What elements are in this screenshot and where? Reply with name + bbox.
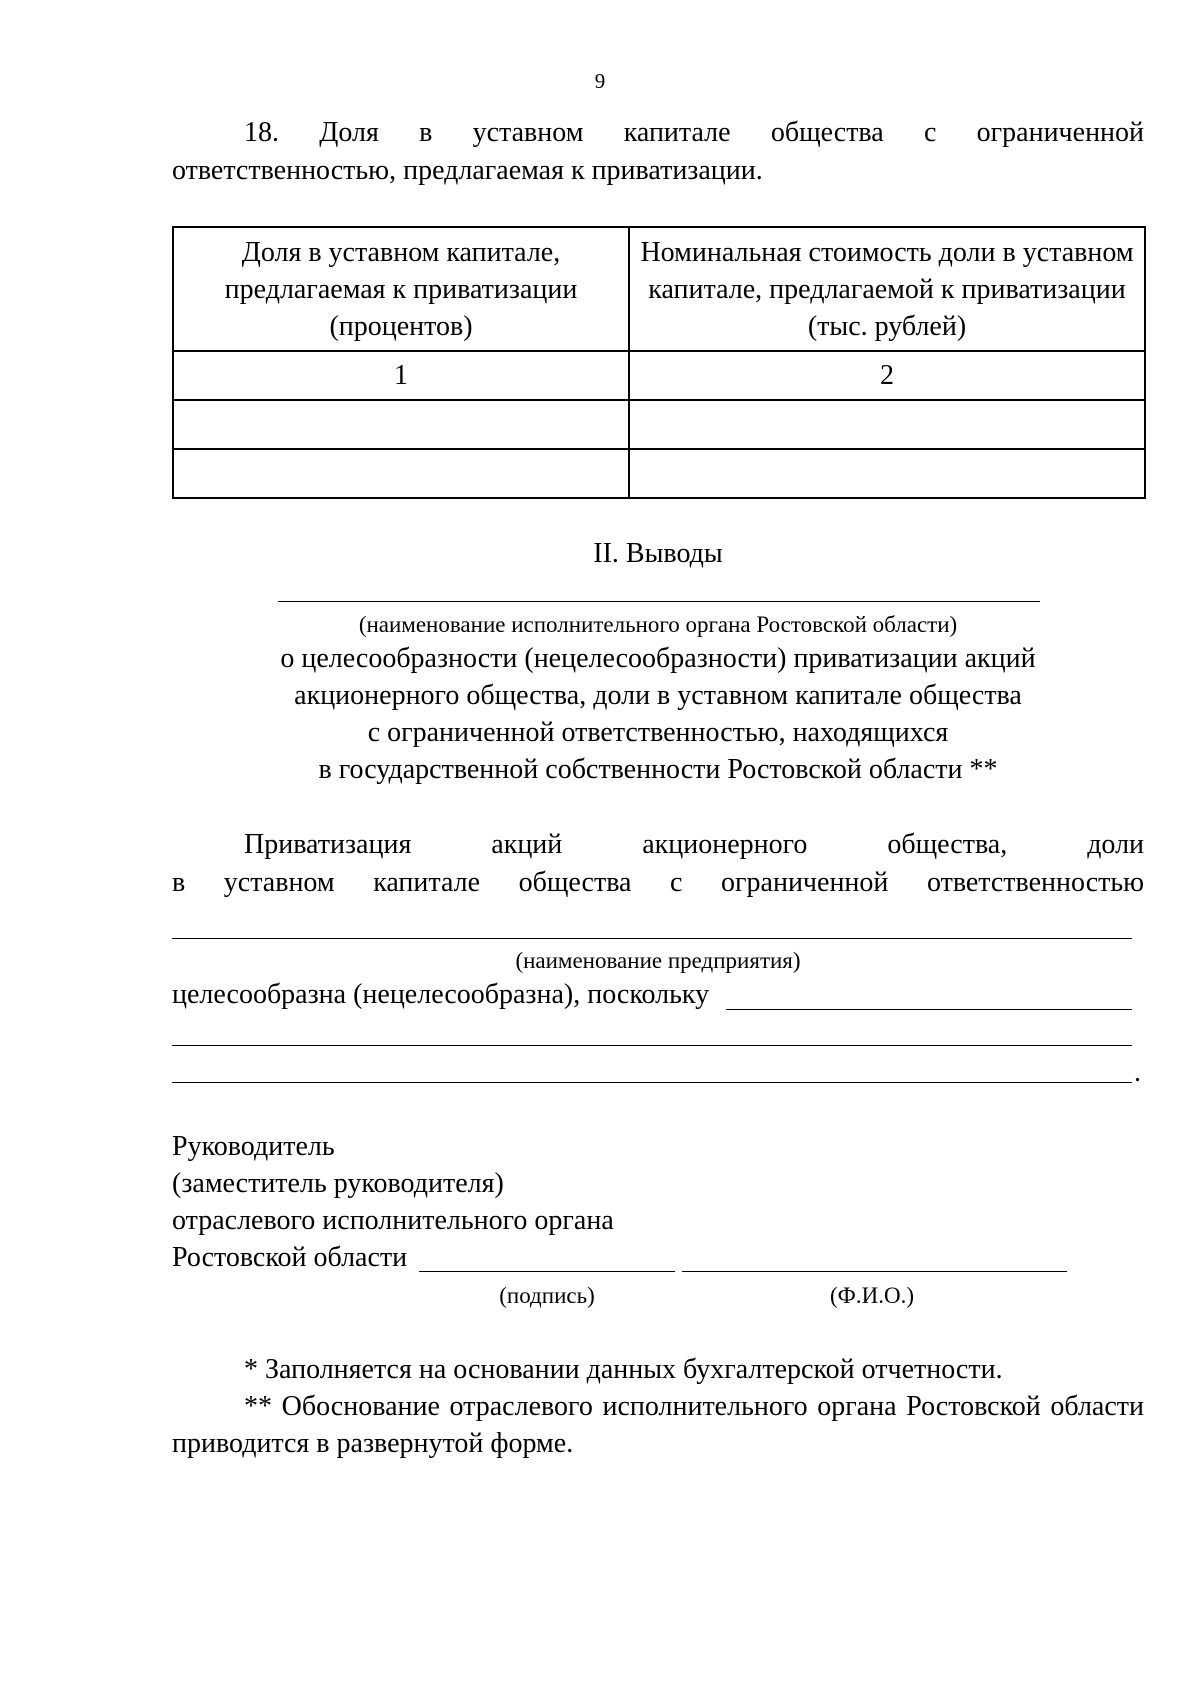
footnote-1: * Заполняется на основании данных бухгалтерской отчетности. (244, 1354, 1003, 1385)
column-number: 1 (173, 351, 629, 400)
end-period: . (1134, 1057, 1141, 1088)
header-line: Номинальная стоимость доли в уставном (640, 236, 1134, 268)
table-cell (173, 400, 629, 449)
reason-blank-line[interactable] (172, 1082, 1132, 1083)
reason-blank-line[interactable] (172, 1045, 1132, 1046)
signature-blank-line[interactable] (419, 1271, 675, 1272)
subtitle-line: с ограниченной ответственностью, находящихся (367, 717, 949, 748)
header-line: капитале, предлагаемой к приватизации (648, 273, 1126, 305)
conclusion-word: капитале (373, 867, 481, 898)
header-line: (тыс. рублей) (807, 310, 967, 342)
table-row (173, 449, 1145, 498)
table-cell (173, 449, 629, 498)
table-number-row (173, 351, 1145, 400)
conclusion-word: в (172, 867, 186, 898)
page-number: 9 (594, 69, 606, 93)
item18-line1 (244, 114, 1144, 152)
full-name-caption: (Ф.И.О.) (830, 1283, 914, 1308)
signature-title-line: Ростовской области (172, 1242, 408, 1273)
table-cell (629, 449, 1145, 498)
table-header-row (173, 227, 1145, 351)
full-name-blank-line[interactable] (682, 1271, 1067, 1272)
header-line: (процентов) (329, 310, 473, 342)
column-number: 2 (629, 351, 1145, 400)
reason-text: целесообразна (нецелесообразна), поскольку (172, 979, 710, 1010)
conclusion-line2 (172, 864, 1144, 902)
item18-word: уставном (472, 117, 584, 148)
conclusion-word: с (670, 867, 683, 898)
table-row (173, 400, 1145, 449)
table-header-cell (629, 227, 1145, 351)
item18-word: капитале (623, 117, 731, 148)
item18-word: с (923, 117, 937, 148)
conclusion-word: акций (491, 829, 563, 860)
footnote-2-line1: ** Обоснование отраслевого исполнительного органа Ростовской области (244, 1391, 1144, 1422)
reason-blank-line[interactable] (726, 1009, 1132, 1010)
share-table (172, 226, 1146, 499)
organ-caption: (наименование исполнительного органа Ростовской области) (358, 612, 958, 637)
section-title: II. Выводы (593, 538, 723, 569)
signature-caption: (подпись) (499, 1283, 595, 1308)
item18-word: в (419, 117, 433, 148)
signature-title-line: (заместитель руководителя) (172, 1168, 504, 1199)
table-header-cell (173, 227, 629, 351)
organ-name-line (278, 601, 1040, 602)
subtitle-line: акционерного общества, доли в уставном капитале общества (294, 680, 1022, 711)
subtitle-line: в государственной собственности Ростовской области ** (318, 754, 998, 785)
enterprise-name-line (172, 938, 1132, 939)
item18-line2: ответственностью, предлагаемая к приватизации. (172, 155, 763, 186)
conclusion-line1 (244, 826, 1144, 864)
table-cell (629, 400, 1145, 449)
signature-title-line: отраслевого исполнительного органа (172, 1205, 614, 1236)
item18-word: 18. Доля (244, 117, 379, 148)
conclusion-word: уставном (223, 867, 335, 898)
signature-title-line: Руководитель (172, 1131, 335, 1162)
enterprise-caption: (наименование предприятия) (515, 948, 801, 973)
subtitle-line: о целесообразности (нецелесообразности) приватизации акций (280, 643, 1036, 674)
footnote-2-line2: приводится в развернутой форме. (172, 1428, 574, 1459)
conclusion-word: доли (1087, 829, 1145, 860)
header-line: предлагаемая к приватизации (224, 273, 578, 305)
conclusion-word: акционерного (642, 829, 808, 860)
conclusion-word: общества (518, 867, 632, 898)
conclusion-word: общества, (887, 829, 1008, 860)
header-line: Доля в уставном капитале, (241, 236, 561, 268)
conclusion-word: ответственностью (926, 867, 1145, 898)
item18-word: общества (770, 117, 884, 148)
conclusion-word: ограниченной (721, 867, 889, 898)
item18-word: ограниченной (976, 117, 1145, 148)
conclusion-word: Приватизация (244, 829, 412, 860)
